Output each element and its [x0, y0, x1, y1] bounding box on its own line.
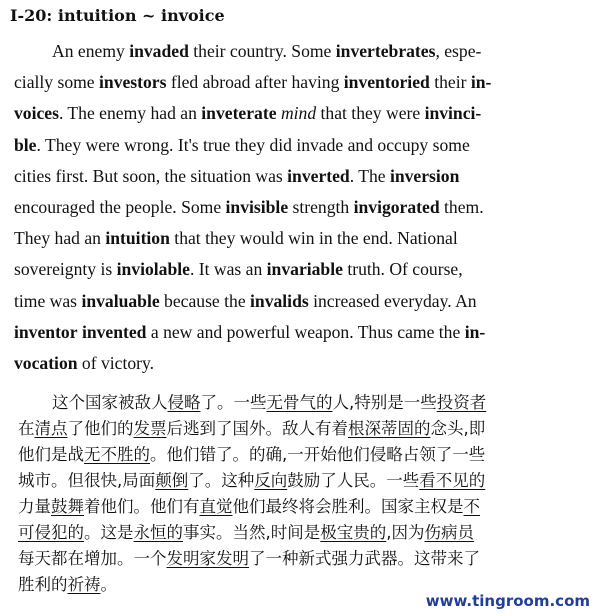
- chinese-text-line: 力量鼓舞着他们。他们有直觉他们最终将会胜利。国家主权是不: [18, 497, 480, 516]
- site-watermark: www.tingroom.com: [425, 592, 590, 610]
- english-text-line: They had an intuition that they would win in the end. National: [14, 228, 458, 249]
- english-passage: [14, 36, 574, 379]
- english-text-line: time was invaluable because the invalids increased everyday. An: [14, 290, 477, 311]
- chinese-text-line: 他们是战无不胜的。他们错了。的确,一开始他们侵略占领了一些: [18, 445, 486, 464]
- english-text-line: vocation of victory.: [14, 352, 155, 373]
- section-heading: I-20: intuition ~ invoice: [10, 6, 225, 25]
- chinese-text-line: 在清点了他们的发票后逃到了国外。敌人有着根深蒂固的念头,即: [18, 419, 486, 438]
- chinese-passage: [18, 390, 588, 598]
- chinese-text-line: 每天都在增加。一个发明家发明了一种新式强力武器。这带来了: [18, 549, 480, 568]
- english-text-line: cially some investors fled abroad after having inventoried their in-: [14, 72, 492, 93]
- english-text-line: ble. They were wrong. It's true they did invade and occupy some: [14, 134, 470, 155]
- english-text-line: encouraged the people. Some invisible strength invigorated them.: [14, 196, 484, 217]
- chinese-text-line: 胜利的祈祷。: [18, 575, 117, 594]
- english-text-line: cities first. But soon, the situation was inverted. The inversion: [14, 165, 460, 186]
- english-text-line: sovereignty is inviolable. It was an invariable truth. Of course,: [14, 259, 463, 280]
- chinese-text-line: 城市。但很快,局面颠倒了。这种反向鼓励了人民。一些看不见的: [18, 471, 486, 490]
- chinese-text-line: 这个国家被敌人侵略了。一些无骨气的人,特别是一些投资者: [52, 393, 487, 412]
- english-text-line: voices. The enemy had an inveterate mind that they were invinci-: [14, 103, 482, 124]
- english-text-line: An enemy invaded their country. Some invertebrates, espe-: [52, 41, 482, 61]
- english-text-line: inventor invented a new and powerful weapon. Thus came the in-: [14, 321, 486, 342]
- chinese-text-line: 可侵犯的。这是永恒的事实。当然,时间是极宝贵的,因为伤病员: [18, 523, 474, 542]
